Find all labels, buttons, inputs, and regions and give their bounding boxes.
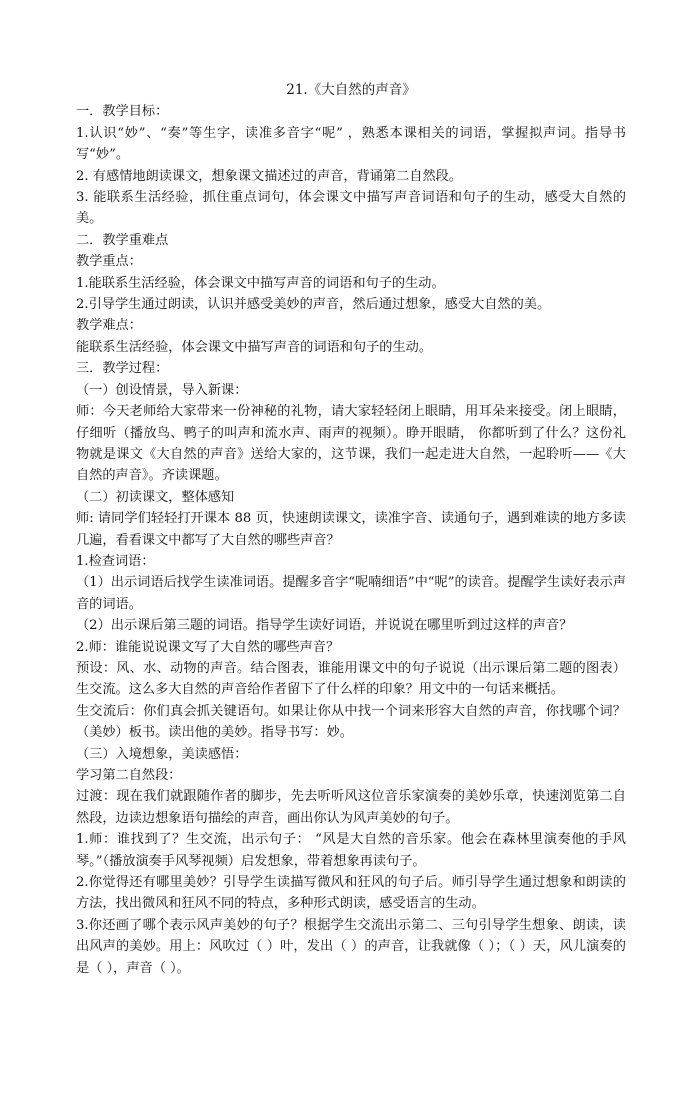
intro-paragraph: 师：今天老师给大家带来一份神秘的礼物，请大家轻轻闭上眼睛，用耳朵来接受。闭上眼睛，仔细听（播放鸟、鸭子的叫声和流水声、雨声的视频）。睁开眼睛， 你都听到了什么？这份礼物就是课文《大自然的声音》送给大家的，这节课，我们一起走进大自然，一起聆听——《大自然的声音》。齐读课题。 xyxy=(76,404,626,484)
goal-item-1: 1.认识“妙”、“奏”等生字，读准多音字“呢” ，熟悉本课相关的词语，掌握拟声词。指导书写“妙”。 xyxy=(76,125,626,163)
difficult-point: 能联系生活经验，体会课文中描写声音的词语和句子的生动。 xyxy=(76,339,433,355)
transition-paragraph: 过渡：现在我们就跟随作者的脚步，先去听听风这位音乐家演奏的美妙乐章，快速浏览第二自然段，边读边想象语句描绘的声音，画出你认为风声美妙的句子。 xyxy=(76,789,626,826)
step-2: 2.你觉得还有哪里美妙？引导学生读描写微风和狂风的句子后。师引导学生通过想象和朗读的方法，找出微风和狂风不同的特点，多种形式朗读，感受语言的生动。 xyxy=(76,875,626,912)
step-1: 1.师：谁找到了？生交流，出示句子： “风是大自然的音乐家。他会在森林里演奏他的手风琴。”（播放演奏手风琴视频）启发想象，带着想象再读句子。 xyxy=(76,832,626,869)
after-exchange: 生交流后：你们真会抓关键语句。如果让你从中找一个词来形容大自然的声音，你找哪个词？（美妙）板书。读出他的美妙。指导书写：妙。 xyxy=(76,703,626,741)
vocab-check-2: （2）出示课后第三题的词语。指导学生读好词语，并说说在哪里听到过这样的声音？ xyxy=(76,618,573,634)
subheading-key-points: 教学重点： xyxy=(76,254,142,270)
preset-answer: 预设：风、水、动物的声音。结合图表，谁能用课文中的句子说说（出示课后第二题的图表）生交流。这么多大自然的声音给作者留下了什么样的印象？用文中的一句话来概括。 xyxy=(76,660,626,698)
section-intro: （一）创设情景，导入新课： xyxy=(76,382,248,398)
key-point-1: 1.能联系生活经验，体会课文中描写声音的词语和句子的生动。 xyxy=(76,275,445,291)
document-page xyxy=(76,80,626,979)
vocab-check-heading: 1.检查词语： xyxy=(76,553,155,569)
vocab-check-1: （1）出示词语后找学生读准词语。提醒多音字“呢喃细语”中“呢”的读音。提醒学生读好表示声音的词语。 xyxy=(76,575,626,612)
document-title: 21.《大自然的声音》 xyxy=(286,82,416,98)
heading-teaching-goals: 一．教学目标： xyxy=(76,104,169,120)
heading-key-points: 二．教学重难点 xyxy=(76,232,169,248)
section-first-reading: （二）初读课文，整体感知 xyxy=(76,489,235,505)
goal-item-2: 2. 有感情地朗读课文，想象课文描述过的声音，背诵第二自然段。 xyxy=(76,168,463,184)
section-imagination: （三）入境想象，美读感悟： xyxy=(76,746,248,762)
key-point-2: 2.引导学生通过朗读，认识并感受美妙的声音，然后通过想象，感受大自然的美。 xyxy=(76,297,551,313)
subheading-difficult-points: 教学难点： xyxy=(76,318,142,334)
step-3: 3.你还画了哪个表示风声美妙的句子？根据学生交流出示第二、三句引导学生想象、朗读，读出风声的美妙。用上：风吹过（ ）叶，发出（ ）的声音，让我就像（ ）；（ ）天，风儿演奏的是（ ），声音（ ）。 xyxy=(76,917,626,976)
goal-item-3: 3. 能联系生活经验，抓住重点词句，体会课文中描写声音词语和句子的生动，感受大自然的美。 xyxy=(76,190,626,227)
question-sounds: 2.师：谁能说说课文写了大自然的哪些声音？ xyxy=(76,639,340,655)
first-reading-paragraph: 师: 请同学们轻轻打开课本 88 页，快速朗读课文，读准字音、读通句子，遇到难读的地方多读几遍，看看课文中都写了大自然的哪些声音？ xyxy=(76,511,626,548)
study-paragraph-two: 学习第二自然段： xyxy=(76,768,182,783)
heading-teaching-process: 三．教学过程： xyxy=(76,361,169,377)
